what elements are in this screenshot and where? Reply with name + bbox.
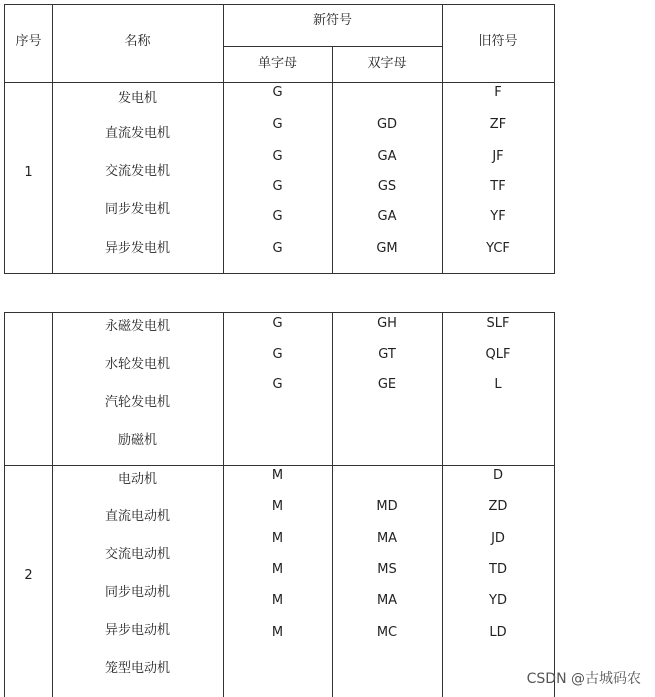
row-old: TD — [489, 562, 507, 577]
seq-number: 1 — [24, 165, 33, 180]
row-name: 汽轮发电机 — [104, 395, 170, 410]
row-old: SLF — [486, 316, 510, 331]
watermark: CSDN @古城码农 — [526, 671, 641, 687]
row-single: M — [271, 468, 284, 483]
row-single: M — [271, 499, 284, 514]
row-name: 直流电动机 — [104, 509, 170, 524]
row-single: G — [272, 179, 283, 194]
row-old: YD — [489, 593, 507, 608]
symbol-table-2 — [4, 312, 555, 697]
row-double: GH — [377, 316, 397, 331]
row-old: TF — [490, 179, 506, 194]
row-single: G — [272, 209, 283, 224]
row-name: 同步发电机 — [104, 202, 170, 217]
row-single: M — [271, 593, 284, 608]
row-name: 发电机 — [117, 91, 157, 106]
row-name: 励磁机 — [117, 433, 157, 448]
header-single-letter: 单字母 — [257, 56, 297, 71]
row-single: G — [272, 241, 283, 256]
row-old: LD — [489, 625, 507, 640]
row-name: 永磁发电机 — [104, 319, 170, 334]
seq-number: 2 — [24, 568, 33, 583]
row-old: F — [494, 85, 502, 100]
row-name: 直流发电机 — [104, 126, 170, 141]
row-old: D — [492, 468, 503, 483]
row-old: YF — [490, 209, 506, 224]
row-name: 交流发电机 — [104, 164, 170, 179]
header-double-letter: 双字母 — [367, 56, 407, 71]
row-name: 水轮发电机 — [104, 357, 170, 372]
header-seq: 序号 — [15, 34, 42, 49]
symbol-table-1 — [4, 4, 555, 274]
row-double: GS — [377, 179, 397, 194]
row-old: JF — [492, 149, 504, 164]
row-double: MA — [376, 593, 398, 608]
row-single: M — [271, 562, 284, 577]
row-single: G — [272, 347, 283, 362]
row-single: M — [271, 625, 284, 640]
row-double: GD — [376, 117, 398, 132]
row-name: 交流电动机 — [104, 547, 170, 562]
row-old: QLF — [485, 347, 511, 362]
row-single: M — [271, 531, 284, 546]
row-double: MC — [376, 625, 398, 640]
row-single: G — [272, 316, 283, 331]
row-double: MS — [377, 562, 397, 577]
row-single: G — [272, 377, 283, 392]
row-old: YCF — [486, 241, 510, 256]
row-name: 异步电动机 — [104, 623, 170, 638]
header-old-symbol: 旧符号 — [478, 34, 518, 49]
row-old: JD — [491, 531, 505, 546]
row-double: MA — [376, 531, 398, 546]
row-double: MD — [376, 499, 398, 514]
row-double: GA — [377, 209, 397, 224]
row-old: ZF — [489, 117, 507, 132]
row-single: G — [272, 149, 283, 164]
row-name: 电动机 — [117, 472, 157, 487]
row-name: 笼型电动机 — [104, 661, 170, 676]
row-name: 异步发电机 — [104, 241, 170, 256]
row-single: G — [272, 85, 283, 100]
row-double: GA — [377, 149, 397, 164]
row-name: 同步电动机 — [104, 585, 170, 600]
row-old: ZD — [488, 499, 508, 514]
row-double: GM — [376, 241, 398, 256]
header-name: 名称 — [124, 34, 151, 49]
row-old: L — [494, 377, 502, 392]
row-double: GE — [377, 377, 397, 392]
row-double: GT — [378, 347, 396, 362]
header-new-symbol: 新符号 — [312, 13, 352, 28]
row-single: G — [272, 117, 283, 132]
